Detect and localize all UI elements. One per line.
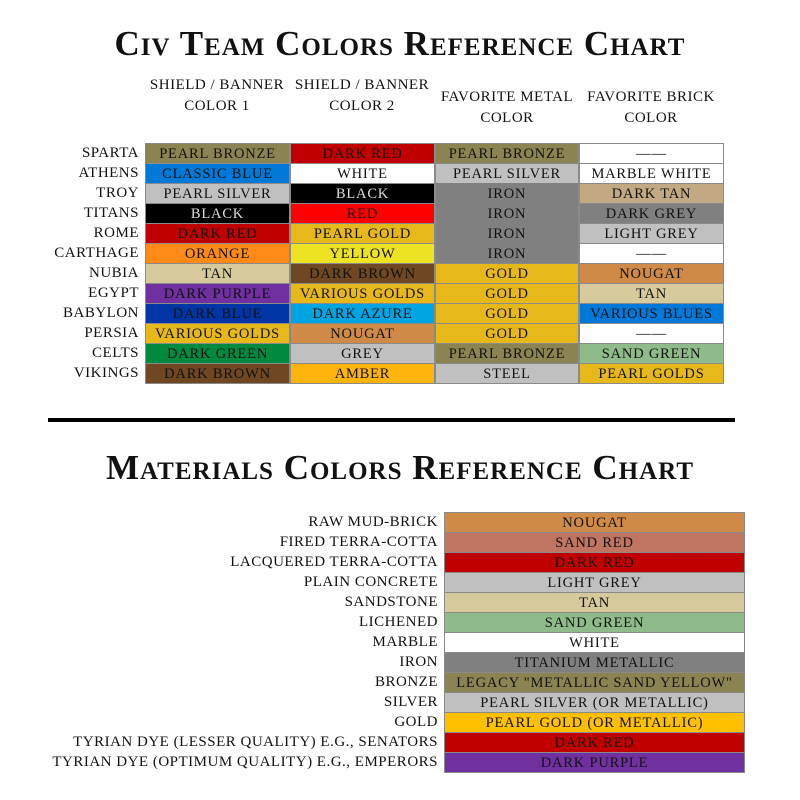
- material-name: MARBLE: [372, 634, 438, 650]
- color-cell: DARK BROWN: [290, 263, 435, 284]
- material-color-cell: SAND GREEN: [444, 612, 745, 633]
- material-name: FIRED TERRA-COTTA: [279, 534, 438, 550]
- team-name: EGYPT: [88, 285, 139, 301]
- team-name: ROME: [93, 225, 139, 241]
- team-name: TROY: [96, 185, 139, 201]
- header-brick-color: FAVORITE BRICK COLOR: [587, 89, 715, 126]
- color-cell: BLACK: [290, 183, 435, 204]
- team-name: SPARTA: [81, 145, 139, 161]
- material-color-cell: NOUGAT: [444, 512, 745, 533]
- color-cell: LIGHT GREY: [579, 223, 724, 244]
- material-color-cell: PEARL SILVER (OR METALLIC): [444, 692, 745, 713]
- header-metal-color: FAVORITE METAL COLOR: [440, 89, 574, 126]
- team-name: BABYLON: [62, 305, 139, 321]
- material-color-cell: LIGHT GREY: [444, 572, 745, 593]
- material-name: BRONZE: [375, 674, 438, 690]
- material-name: LICHENED: [359, 614, 438, 630]
- color-cell: ——: [579, 243, 724, 264]
- team-name: TITANS: [83, 205, 139, 221]
- color-cell: ORANGE: [145, 243, 290, 264]
- color-cell: TAN: [579, 283, 724, 304]
- team-name: CELTS: [92, 345, 139, 361]
- color-cell: IRON: [435, 223, 579, 244]
- material-color-cell: DARK PURPLE: [444, 752, 745, 773]
- color-cell: TAN: [145, 263, 290, 284]
- color-cell: IRON: [435, 243, 579, 264]
- color-cell: DARK BLUE: [145, 303, 290, 324]
- color-cell: IRON: [435, 203, 579, 224]
- color-cell: CLASSIC BLUE: [145, 163, 290, 184]
- color-cell: PEARL GOLD: [290, 223, 435, 244]
- color-cell: IRON: [435, 183, 579, 204]
- color-cell: BLACK: [145, 203, 290, 224]
- material-name: TYRIAN DYE (OPTIMUM QUALITY) E.G., EMPERORS: [52, 754, 438, 770]
- color-cell: GOLD: [435, 263, 579, 284]
- color-cell: DARK BROWN: [145, 363, 290, 384]
- color-cell: RED: [290, 203, 435, 224]
- materials-chart-title: Materials Colors Reference Chart: [105, 448, 695, 487]
- color-cell: GOLD: [435, 303, 579, 324]
- material-name: IRON: [399, 654, 438, 670]
- material-name: SANDSTONE: [344, 594, 438, 610]
- color-cell: AMBER: [290, 363, 435, 384]
- color-cell: VARIOUS GOLDS: [145, 323, 290, 344]
- color-cell: PEARL BRONZE: [145, 143, 290, 164]
- color-cell: DARK RED: [290, 143, 435, 164]
- color-cell: PEARL GOLDS: [579, 363, 724, 384]
- material-name: TYRIAN DYE (LESSER QUALITY) E.G., SENATORS: [73, 734, 438, 750]
- color-cell: VARIOUS GOLDS: [290, 283, 435, 304]
- color-cell: DARK GREEN: [145, 343, 290, 364]
- header-banner-color-2: SHIELD / BANNER COLOR 2: [294, 77, 430, 114]
- header-banner-color-1: SHIELD / BANNER COLOR 1: [149, 77, 285, 114]
- color-cell: ——: [579, 143, 724, 164]
- color-cell: MARBLE WHITE: [579, 163, 724, 184]
- team-name: ATHENS: [78, 165, 139, 181]
- color-cell: GREY: [290, 343, 435, 364]
- material-name: GOLD: [394, 714, 438, 730]
- color-cell: DARK TAN: [579, 183, 724, 204]
- team-name: VIKINGS: [73, 365, 139, 381]
- material-color-cell: TITANIUM METALLIC: [444, 652, 745, 673]
- color-cell: DARK PURPLE: [145, 283, 290, 304]
- color-cell: PEARL SILVER: [145, 183, 290, 204]
- color-cell: ——: [579, 323, 724, 344]
- material-name: LACQUERED TERRA-COTTA: [230, 554, 438, 570]
- color-cell: GOLD: [435, 283, 579, 304]
- material-color-cell: DARK RED: [444, 552, 745, 573]
- color-cell: YELLOW: [290, 243, 435, 264]
- material-name: PLAIN CONCRETE: [303, 574, 438, 590]
- color-cell: VARIOUS BLUES: [579, 303, 724, 324]
- color-cell: DARK AZURE: [290, 303, 435, 324]
- color-cell: GOLD: [435, 323, 579, 344]
- color-cell: NOUGAT: [579, 263, 724, 284]
- material-name: RAW MUD-BRICK: [308, 514, 438, 530]
- color-cell: DARK RED: [145, 223, 290, 244]
- material-color-cell: DARK RED: [444, 732, 745, 753]
- material-color-cell: PEARL GOLD (OR METALLIC): [444, 712, 745, 733]
- material-color-cell: LEGACY "METALLIC SAND YELLOW": [444, 672, 745, 693]
- material-color-cell: WHITE: [444, 632, 745, 653]
- color-cell: WHITE: [290, 163, 435, 184]
- color-cell: DARK GREY: [579, 203, 724, 224]
- color-cell: STEEL: [435, 363, 579, 384]
- team-name: CARTHAGE: [54, 245, 139, 261]
- material-name: SILVER: [383, 694, 438, 710]
- color-cell: SAND GREEN: [579, 343, 724, 364]
- team-name: PERSIA: [84, 325, 139, 341]
- team-name: NUBIA: [89, 265, 139, 281]
- material-color-cell: SAND RED: [444, 532, 745, 553]
- color-cell: PEARL BRONZE: [435, 143, 579, 164]
- team-chart-title: Civ Team Colors Reference Chart: [114, 24, 686, 63]
- color-cell: NOUGAT: [290, 323, 435, 344]
- material-color-cell: TAN: [444, 592, 745, 613]
- color-cell: PEARL BRONZE: [435, 343, 579, 364]
- section-divider: [48, 418, 735, 422]
- color-cell: PEARL SILVER: [435, 163, 579, 184]
